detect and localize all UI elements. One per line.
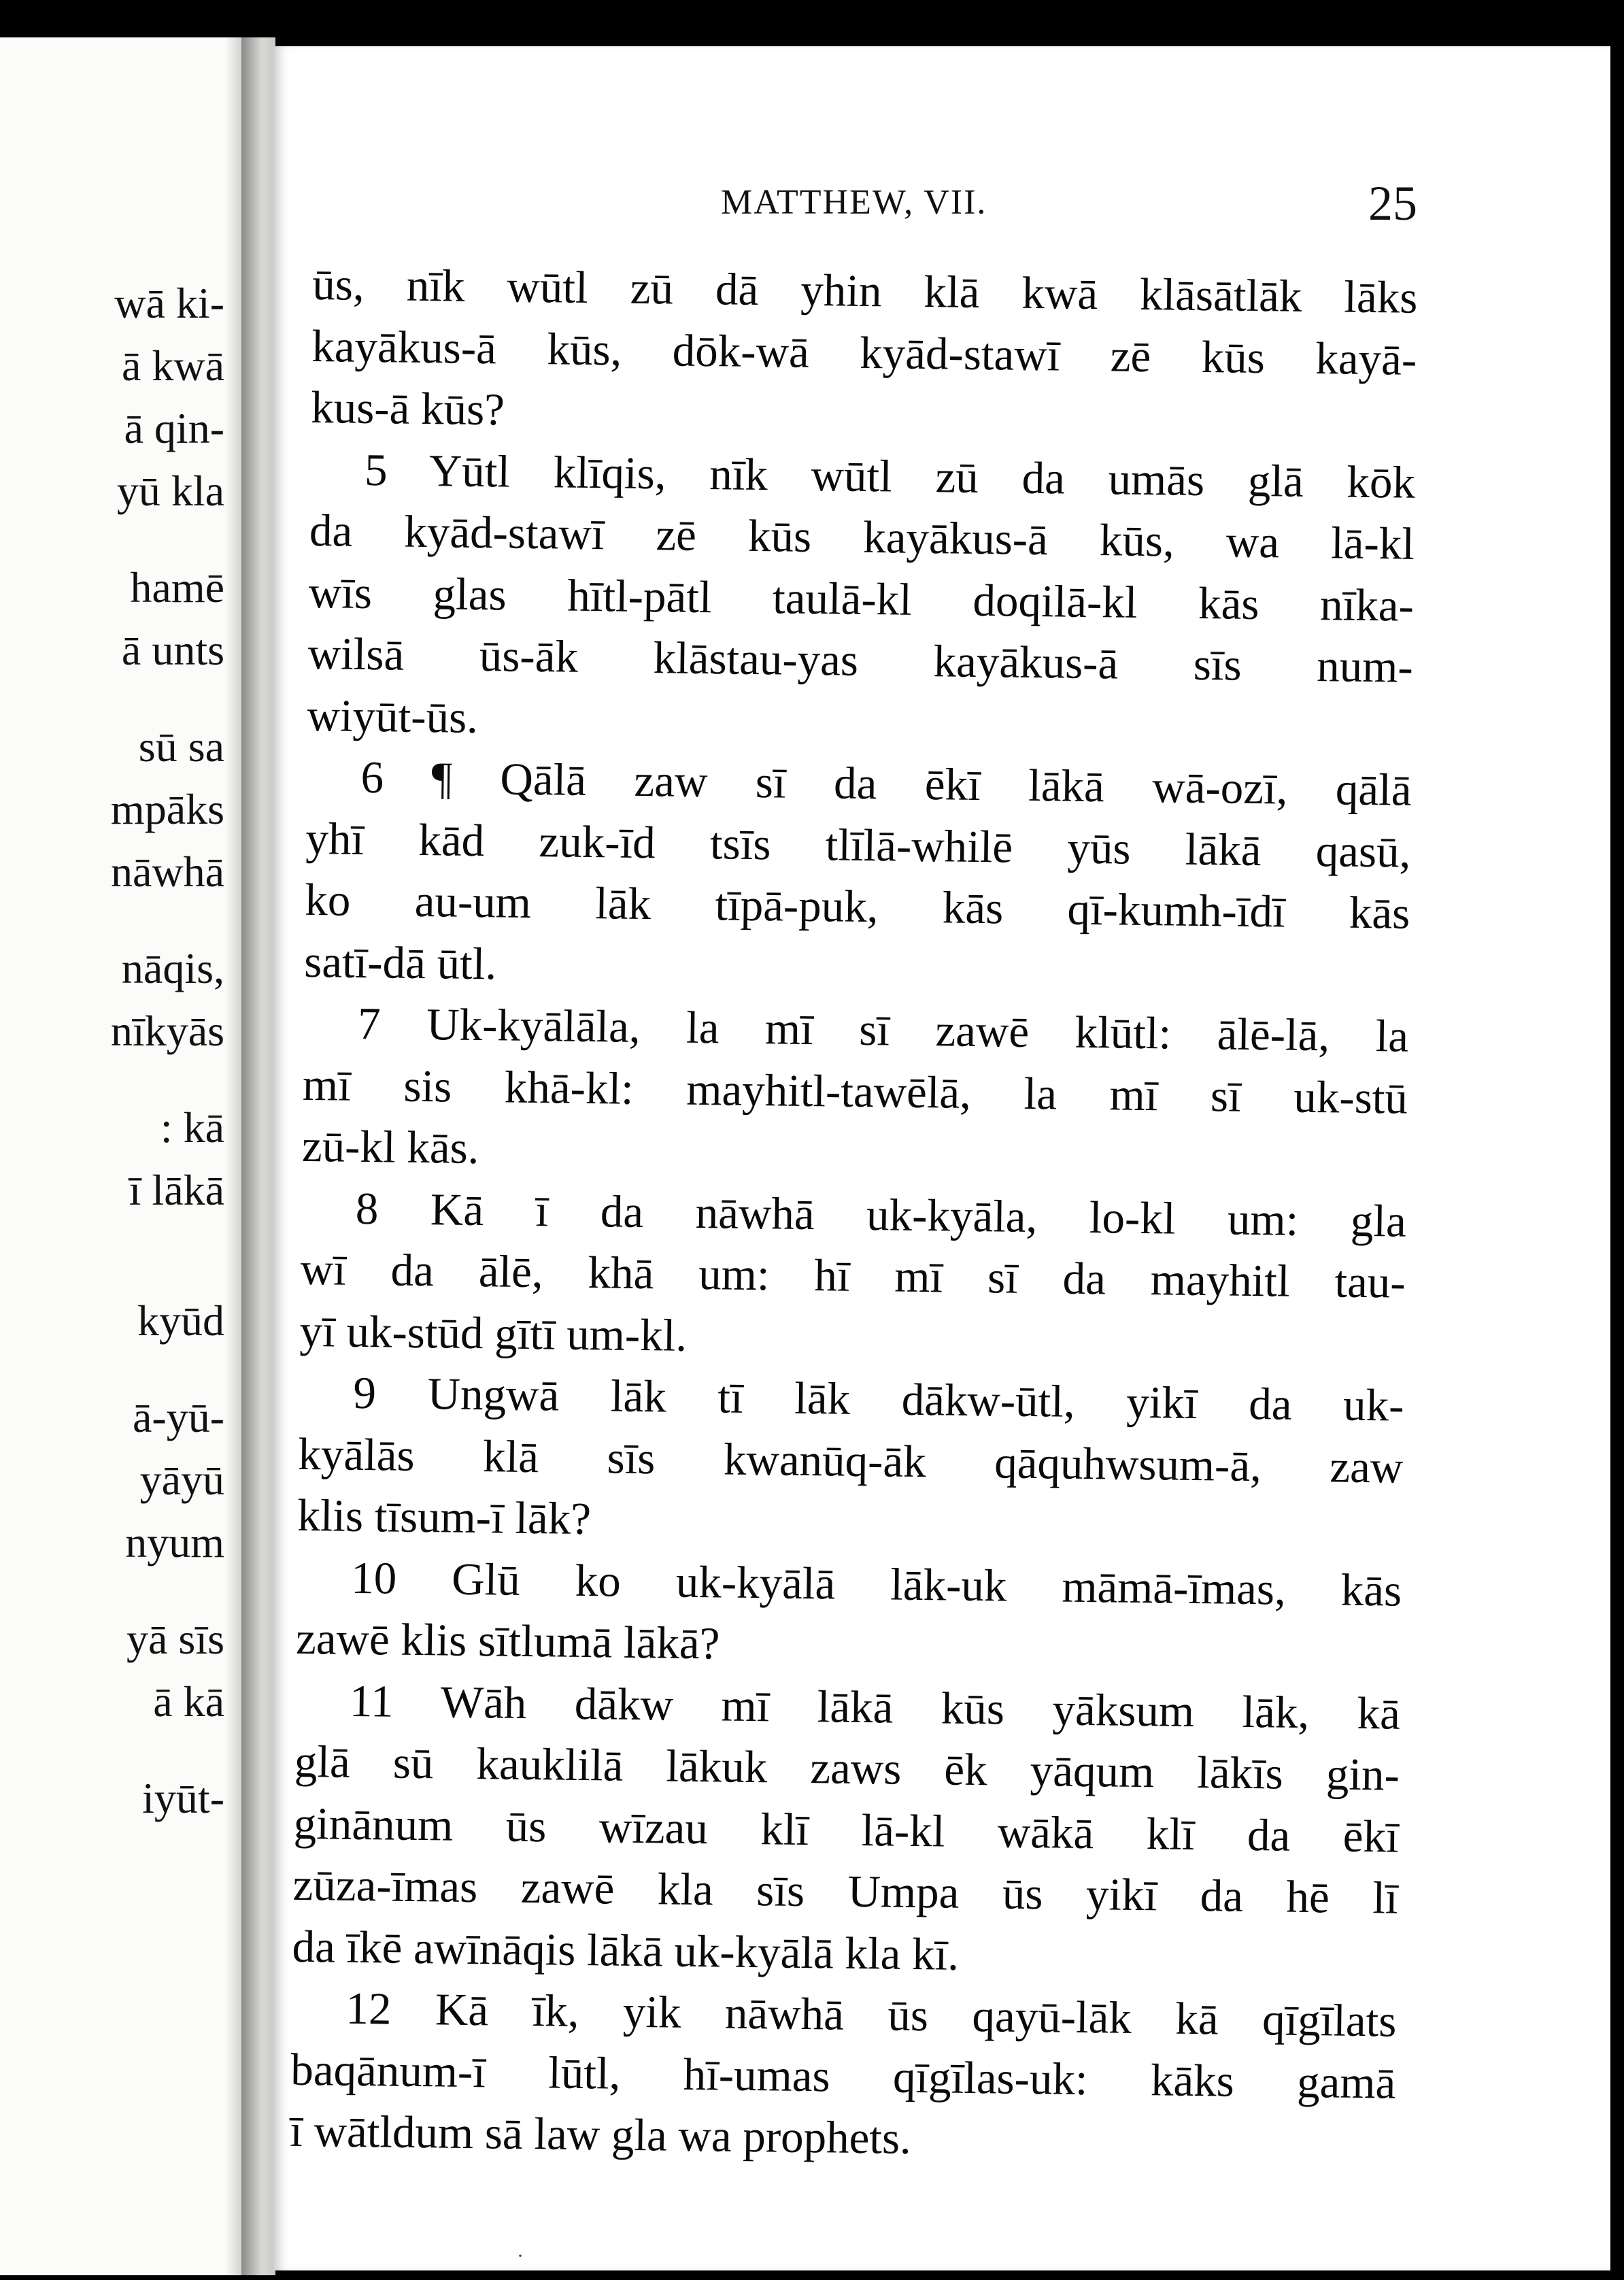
body-line: yī uk-stūd gītī um-kl. bbox=[299, 1305, 688, 1361]
body-line: mī sis khā-kl: mayhitl-tawēlā, la mī sī uk-stū bbox=[302, 1059, 1408, 1124]
left-page-line: : kā bbox=[160, 1103, 224, 1152]
left-page-line: sū sa bbox=[138, 722, 224, 771]
left-page-line: nāqis, bbox=[121, 944, 224, 992]
scan-speck: · bbox=[517, 2245, 524, 2267]
body-line: kus-ā kūs? bbox=[310, 382, 505, 435]
body-line: glā sū kauklilā lākuk zaws ēk yāqum lākīs gin- bbox=[294, 1736, 1400, 1800]
left-page-line: ā kā bbox=[153, 1677, 224, 1726]
body-line: ko au-um lāk tīpā-puk, kās qī-kumh-īdī kās bbox=[304, 874, 1410, 939]
body-line: klis tīsum-ī lāk? bbox=[297, 1490, 592, 1545]
left-page-line bbox=[0, 1733, 224, 1767]
left-page-line bbox=[0, 682, 224, 716]
left-page-line bbox=[0, 1222, 224, 1256]
body-line: satī-dā ūtl. bbox=[303, 936, 497, 989]
left-page-line bbox=[0, 522, 224, 556]
right-page bbox=[272, 46, 1610, 2270]
left-page-line: nīkyās bbox=[110, 1007, 224, 1055]
left-page-line: wā ki- bbox=[114, 279, 224, 327]
body-line: 5 Yūtl klīqis, nīk wūtl zū da umās glā kōk bbox=[364, 444, 1416, 508]
left-page-line bbox=[0, 1574, 224, 1608]
body-line: kayākus-ā kūs, dōk-wā kyād-stawī zē kūs kayā- bbox=[311, 320, 1417, 385]
body-line: da kyād-stawī zē kūs kayākus-ā kūs, wa lā-kl bbox=[309, 505, 1415, 569]
body-text bbox=[290, 254, 1418, 2175]
body-line: baqānum-ī lūtl, hī-umas qīgīlas-uk: kāks gamā bbox=[290, 2044, 1396, 2109]
page-number: 25 bbox=[1368, 176, 1417, 231]
body-line: wiyūt-ūs. bbox=[307, 690, 479, 743]
left-page-line: yā sīs bbox=[126, 1615, 224, 1663]
body-line: wī da ālē, khā um: hī mī sī da mayhitl tau- bbox=[300, 1243, 1406, 1308]
left-page-line bbox=[0, 1256, 224, 1290]
body-line: kyālās klā sīs kwanūq-āk qāquhwsum-ā, zaw bbox=[297, 1428, 1404, 1493]
body-line: 10 Glū ko uk-kyālā lāk-uk māmā-īmas, kās bbox=[350, 1552, 1402, 1616]
body-line: zū-kl kās. bbox=[301, 1120, 479, 1174]
body-line: ūs, nīk wūtl zū dā yhin klā kwā klāsātlāk lāks bbox=[311, 258, 1418, 323]
left-page-line: ā-yū- bbox=[132, 1393, 224, 1441]
left-page-line bbox=[0, 903, 224, 937]
left-page-text bbox=[0, 272, 224, 1830]
body-line: wīs glas hītl-pātl taulā-kl doqilā-kl kās nīka- bbox=[308, 567, 1415, 631]
body-line: zawē klis sītlumā lākā? bbox=[295, 1613, 720, 1669]
left-page-line: ā qin- bbox=[124, 404, 224, 452]
left-page-line: kyūd bbox=[137, 1296, 224, 1345]
body-line: wilsā ūs-āk klāstau-yas kayākus-ā sīs num- bbox=[307, 628, 1414, 692]
left-page-line: mpāks bbox=[110, 785, 224, 833]
left-page-fragment bbox=[0, 37, 265, 2275]
left-page-line: nyum bbox=[125, 1518, 224, 1566]
body-line: 7 Uk-kyālāla, la mī sī zawē klūtl: ālē-lā, la bbox=[357, 998, 1409, 1062]
left-page-line: yū kla bbox=[116, 467, 224, 515]
body-line: da īkē awīnāqis lākā uk-kyālā kla kī. bbox=[292, 1921, 960, 1980]
body-line: 8 Kā ī da nāwhā uk-kyāla, lo-kl um: gla bbox=[355, 1183, 1407, 1247]
left-page-line: iyūt- bbox=[142, 1774, 224, 1822]
body-line: zūza-īmas zawē kla sīs Umpa ūs yikī da hē lī bbox=[292, 1859, 1399, 1924]
body-line: ī wātldum sā law gla wa prophets. bbox=[289, 2105, 912, 2164]
body-line: 6 ¶ Qālā zaw sī da ēkī lākā wā-ozī, qālā bbox=[360, 752, 1412, 816]
body-line: 12 Kā īk, yik nāwhā ūs qayū-lāk kā qīgīlats bbox=[345, 1983, 1397, 2047]
left-page-line: yāyū bbox=[139, 1456, 224, 1504]
left-page-line: ā kwā bbox=[121, 341, 224, 390]
left-page-line: hamē bbox=[130, 563, 224, 611]
left-page-line: ī lākā bbox=[129, 1166, 224, 1214]
body-line: 9 Ungwā lāk tī lāk dākw-ūtl, yikī da uk- bbox=[353, 1367, 1404, 1431]
running-head: MATTHEW, VII. bbox=[721, 183, 987, 222]
left-page-line: nāwhā bbox=[110, 848, 224, 896]
left-page-line: ā unts bbox=[121, 626, 224, 674]
left-page-line bbox=[0, 1062, 224, 1096]
book-gutter bbox=[241, 37, 275, 2275]
body-line: ginānum ūs wīzau klī lā-kl wākā klī da ēkī bbox=[293, 1798, 1400, 1862]
body-line: yhī kād zuk-īd tsīs tlīlā-whilē yūs lākā qasū, bbox=[305, 813, 1411, 877]
left-page-line bbox=[0, 1352, 224, 1386]
body-line: 11 Wāh dākw mī lākā kūs yāksum lāk, kā bbox=[349, 1675, 1401, 1739]
